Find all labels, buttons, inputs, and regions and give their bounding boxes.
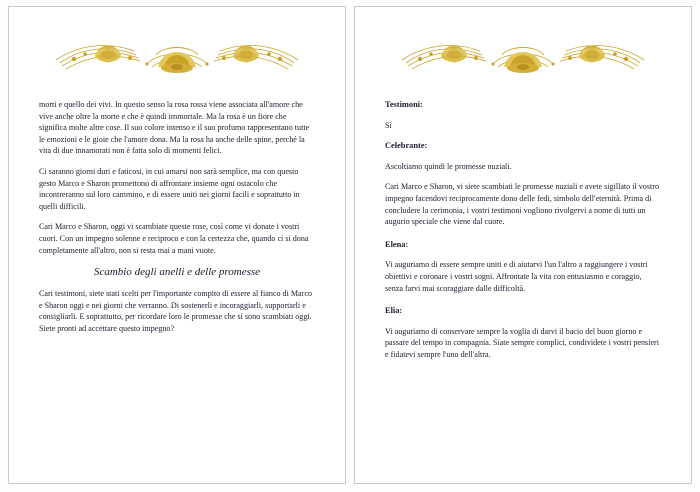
document-page-left [8, 6, 346, 484]
flower-center [502, 48, 544, 74]
paragraph-cari-testimoni: Cari testimoni, siete stati scelti per l'importante compito di essere al fianco di Marco e Sharon oggi e nei giorni che verranno. Di sostenerli e incoraggiarli, supportarli e consigliarli. E soprattutto, per ricordare loro le promesse che si sono scambiati oggi. Siete pronti ad accettare questo impegno? [39, 289, 312, 333]
paragraph-scambio-rose: Cari Marco e Sharon, oggi vi scambiate queste rose, così come vi donate i vostri cuori. Con un impegno solenne e reciproco e con la certezza che, quando ci si dona completamente all'altro, non si resta mai a mani vuote. [39, 222, 309, 255]
flower-right [233, 46, 259, 64]
paragraph-augurio-elena: Vi auguriamo di essere sempre uniti e di aiutarvi l'un l'altro a raggiungere i vostri obiettivi e coronare i vostri sogni. Affrontate la vita con entusiasmo e coraggio, senza farvi mai scoraggiare dalle difficoltà. [385, 260, 648, 293]
section-title-scambio-anelli: Scambio degli anelli e delle promesse [93, 266, 261, 279]
paragraph-promesse-nuziali: Cari Marco e Sharon, vi siete scambiati le promesse nuziali e avete sigillato il vostro impegno facendovi reciprocamente dono delle fedi, simbolo dell'eternità. Prima di concludere la cerimonia, i vostri testimoni vogliono rivolgervi a nome di tutti un augurio speciale che viene dal cuore. [385, 182, 659, 227]
floral-divider-ornament [52, 33, 302, 81]
speaker-testimoni: Testimoni: [385, 100, 423, 109]
paragraph-augurio-elia: Vi auguriamo di conservare sempre la voglia di darvi il bacio del buon giorno e passare del tempo in compagnia. Siate sempre complici, condividete i vostri pensieri e fidatevi sempre l'uno dell'altra. [385, 326, 659, 359]
speaker-elia: Elia: [385, 306, 403, 316]
paragraph-rosa-rossa: morti e quello dei vivi. In questo senso la rosa rossa viene associata all'amore che vive anche oltre la morte e che è quindi immortale. Ma la rosa è un fiore che significa molte altre cose. Il suo colore intenso e il suo profumo rappresentano tutte le emozioni e le gioie che l'amore dona. Ma la rosa ha anche delle spine, perché la vita di due innamorati non è fatta solo di momenti felici. [39, 100, 310, 156]
document-page-right [354, 6, 692, 484]
flower-center [156, 48, 198, 74]
flower-left [95, 46, 121, 64]
flower-left [441, 46, 467, 64]
reply-ascoltiamo-promesse: Ascoltiamo quindi le promesse nuziali. [385, 161, 512, 171]
paragraph-giorni-duri: Ci saranno giorni duri e faticosi, in cui amarsi non sarà semplice, ma con questo gesto Marco e Sharon promettono di affrontare insieme ogni ostacolo che incontreranno sul loro cammino, e di essere uniti nei giorni facili e soprattutto in quelli difficili. [39, 166, 300, 211]
reply-si: Sì [385, 120, 392, 130]
flower-right [579, 46, 605, 64]
speaker-celebrante: Celebrante: [385, 141, 428, 151]
floral-divider-ornament [398, 33, 648, 81]
speaker-elena: Elena: [385, 239, 409, 249]
